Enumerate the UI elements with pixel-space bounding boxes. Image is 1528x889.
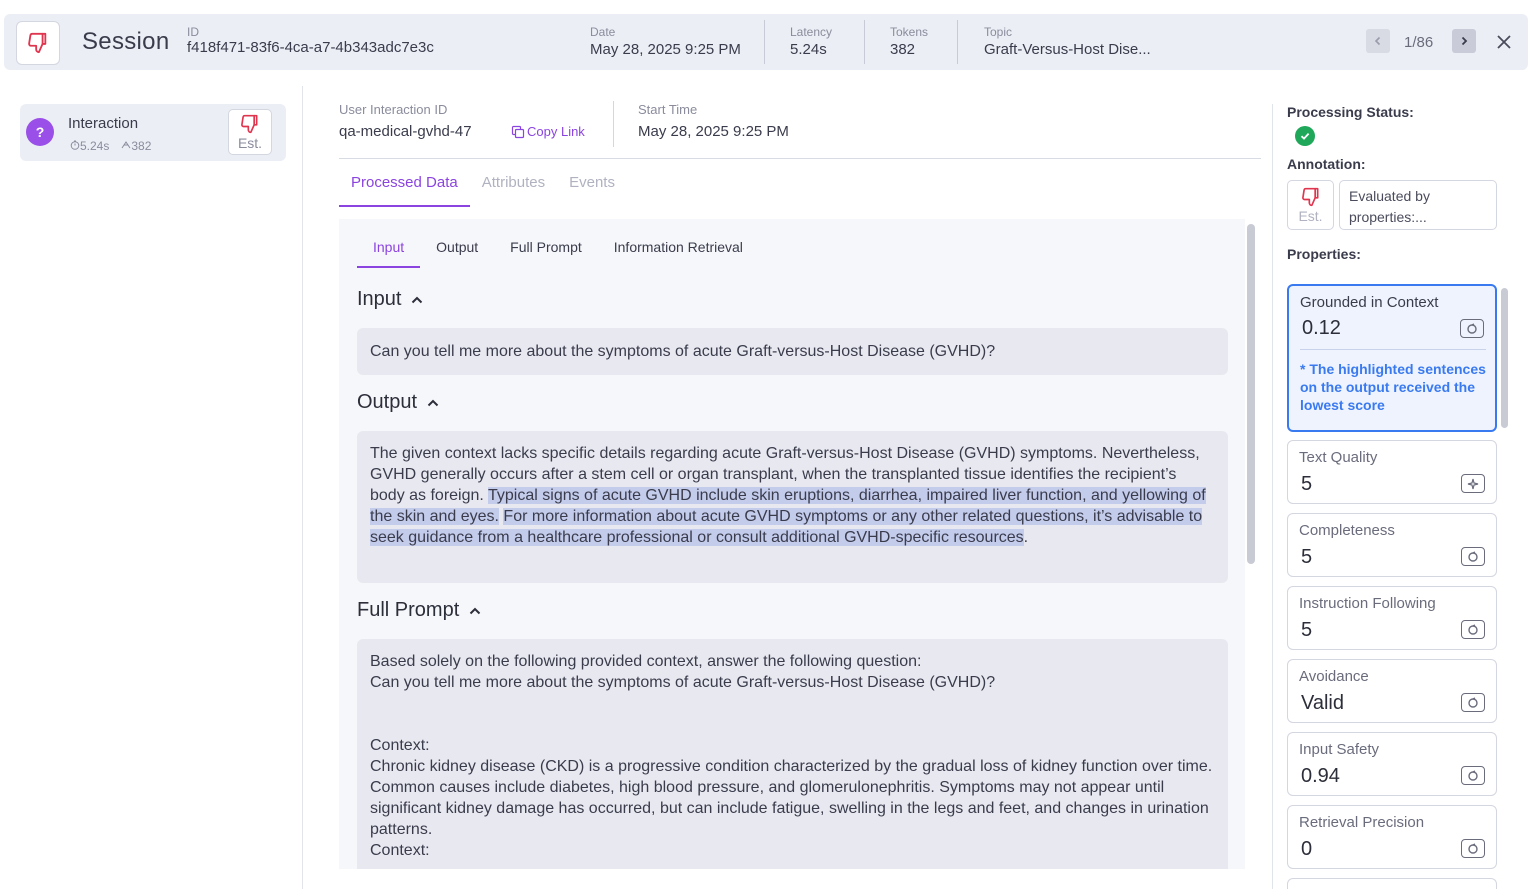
property-name: Input Safety	[1299, 741, 1380, 758]
topic-value: Graft-Versus-Host Dise...	[984, 41, 1151, 58]
header-divider	[764, 20, 765, 64]
refresh-icon	[1467, 697, 1479, 709]
copy-icon	[511, 125, 525, 139]
subtab-input[interactable]: Input	[357, 219, 420, 268]
output-text-card: The given context lacks specific details regarding acute Graft-versus-Host Disease (GVHD) symptoms. Nevertheless, GVHD generally occurs after a stem cell or organ transplant, when the transplanted tissue identifies the recipient’s body as foreign. Typical signs of acute GVHD include skin eruptions, diarrhea, impaired liver function, and yellowing of the skin and eyes. For more information about acute GVHD symptoms or any other related questions, it’s advisable to seek guidance from a healthcare professional or consult additional GVHD-specific resources.	[357, 431, 1228, 583]
prompt-line: Can you tell me more about the symptoms of acute Graft-versus-Host Disease (GVHD)?	[370, 674, 996, 691]
check-icon	[1299, 130, 1311, 142]
property-info-icon[interactable]	[1461, 620, 1485, 639]
processing-status-check-icon	[1295, 126, 1315, 146]
highlighted-sentence: For more information about acute GVHD symptoms or any other related questions, it’s advisable to seek guidance from a healthcare professional or consult additional GVHD-specific resources	[370, 508, 1203, 546]
prompt-line: Based solely on the following provided context, answer the following question:	[370, 653, 922, 670]
chevron-up-icon	[427, 399, 439, 407]
data-subtabs	[357, 219, 759, 268]
property-card-partial	[1287, 878, 1497, 889]
date-value: May 28, 2025 9:25 PM	[590, 41, 741, 58]
right-divider	[1272, 104, 1273, 889]
refresh-icon	[1466, 323, 1478, 335]
property-value: 5	[1301, 546, 1313, 568]
property-card-grounded-in-context[interactable]	[1287, 284, 1497, 432]
topic-label: Topic	[984, 25, 1013, 39]
tokens-value: 382	[890, 41, 916, 58]
property-card-retrieval-precision[interactable]	[1287, 805, 1497, 869]
close-button[interactable]	[1493, 31, 1515, 53]
est-label: Est.	[237, 134, 263, 151]
header-divider	[957, 20, 958, 64]
context-label: Context:	[370, 737, 430, 754]
property-info-icon[interactable]	[1461, 839, 1485, 858]
session-tokens	[890, 25, 928, 58]
interaction-annotation-badge[interactable]	[228, 109, 272, 155]
thumbs-down-icon	[27, 32, 49, 54]
main-divider	[613, 101, 614, 147]
tab-attributes[interactable]: Attributes	[481, 174, 546, 191]
tab-processed-data[interactable]: Processed Data	[339, 166, 470, 207]
property-card-avoidance[interactable]	[1287, 659, 1497, 723]
interaction-latency: 5.24s	[70, 139, 109, 153]
session-title: Session	[82, 28, 170, 55]
copy-link-button[interactable]	[511, 124, 585, 139]
subtab-information-retrieval[interactable]: Information Retrieval	[613, 239, 743, 255]
output-heading: Output	[357, 391, 418, 413]
property-card-text-quality[interactable]	[1287, 440, 1497, 504]
full-prompt-heading: Full Prompt	[357, 599, 460, 621]
subtab-full-prompt[interactable]: Full Prompt	[510, 239, 582, 255]
session-latency	[790, 25, 832, 58]
interaction-meta	[70, 139, 151, 153]
property-value: 5	[1301, 619, 1313, 641]
property-name: Completeness	[1299, 522, 1395, 539]
tokens-label: Tokens	[890, 25, 929, 39]
thumbs-down-icon	[240, 114, 260, 134]
property-card-input-safety[interactable]	[1287, 732, 1497, 796]
session-id	[187, 25, 434, 56]
tokens-icon	[121, 140, 131, 150]
content-scrollbar[interactable]	[1247, 224, 1255, 564]
property-info-icon[interactable]	[1461, 474, 1485, 493]
property-value: 0	[1301, 838, 1313, 860]
output-text: The given context lacks specific details regarding acute Graft-versus-Host Disease (GVHD) symptoms. Nevertheless, GVHD generally occurs after a stem cell or organ transplant, when the transplanted tissue identifies the recipient’s body as foreign.	[370, 445, 1200, 504]
annotation-reason[interactable]: Evaluated by properties:...	[1339, 180, 1497, 230]
refresh-icon	[1467, 551, 1479, 563]
user-interaction-id-value: qa-medical-gvhd-47	[339, 123, 472, 140]
property-value: Valid	[1301, 692, 1344, 714]
session-header	[4, 14, 1528, 70]
thumbs-down-annotation-button[interactable]	[16, 21, 60, 65]
copy-link-label: Copy Link	[527, 124, 585, 139]
subtab-output[interactable]: Output	[436, 239, 479, 255]
property-name: Avoidance	[1299, 668, 1369, 685]
property-name: Grounded in Context	[1300, 294, 1439, 311]
properties-label: Properties:	[1287, 246, 1361, 262]
left-divider	[302, 86, 303, 889]
property-card-completeness[interactable]	[1287, 513, 1497, 577]
session-id-label: ID	[187, 25, 199, 39]
question-icon: ?	[26, 118, 54, 146]
latency-label: Latency	[790, 25, 833, 39]
session-topic	[984, 25, 1151, 58]
properties-scrollbar[interactable]	[1501, 288, 1508, 428]
input-heading: Input	[357, 288, 402, 310]
chevron-up-icon	[411, 296, 423, 304]
property-name: Text Quality	[1299, 449, 1378, 466]
main-tabs	[339, 166, 627, 207]
est-label: Est.	[1298, 207, 1323, 224]
sparkle-icon	[1467, 478, 1479, 490]
chevron-right-icon	[1458, 35, 1470, 47]
output-section-header[interactable]	[357, 391, 439, 414]
session-pager: 1/86	[1404, 34, 1434, 51]
property-name: Retrieval Precision	[1299, 814, 1425, 831]
timer-icon	[70, 140, 80, 150]
property-value: 0.94	[1301, 765, 1340, 787]
session-date	[590, 25, 741, 58]
refresh-icon	[1467, 770, 1479, 782]
property-value: 5	[1301, 473, 1313, 495]
full-prompt-text-card	[357, 639, 1228, 869]
interaction-list-item[interactable]	[20, 104, 286, 161]
property-info-icon[interactable]	[1460, 319, 1484, 338]
next-session-button[interactable]	[1452, 29, 1476, 53]
start-time-label: Start Time	[638, 102, 698, 117]
thumbs-down-icon	[1301, 187, 1321, 207]
close-icon	[1496, 34, 1512, 50]
chevron-left-icon	[1372, 35, 1384, 47]
property-note: * The highlighted sentences on the output received the lowest score	[1300, 361, 1486, 413]
interaction-title: Interaction	[68, 115, 139, 132]
start-time-value: May 28, 2025 9:25 PM	[638, 123, 789, 140]
annotation-label: Annotation:	[1287, 156, 1366, 172]
interaction-tokens: 382	[121, 139, 151, 153]
property-divider	[1300, 349, 1486, 350]
processed-data-panel	[339, 219, 1245, 869]
property-info-icon[interactable]	[1461, 547, 1485, 566]
property-value: 0.12	[1302, 317, 1341, 339]
previous-session-button[interactable]	[1366, 29, 1390, 53]
main-divider-line	[339, 158, 1261, 159]
refresh-icon	[1467, 843, 1479, 855]
context-label: Context:	[370, 842, 430, 859]
user-interaction-id-label: User Interaction ID	[339, 102, 448, 117]
input-text-card: Can you tell me more about the symptoms of acute Graft-versus-Host Disease (GVHD)?	[357, 328, 1228, 375]
input-section-header[interactable]	[357, 288, 423, 311]
property-info-icon[interactable]	[1461, 693, 1485, 712]
context-text: Chronic kidney disease (CKD) is a progressive condition characterized by the gradual loss of kidney function over time. Common causes include diabetes, high blood pressure, and glomerulonephritis. Symptoms may not appear until significant kidney damage has occurred, but can include fatigue, swelling in the legs and feet, and changes in urination patterns.	[370, 758, 1213, 838]
annotation-thumbs-down-button[interactable]	[1287, 180, 1334, 230]
chevron-up-icon	[469, 607, 481, 615]
property-name: Instruction Following	[1299, 595, 1436, 612]
property-card-instruction-following[interactable]	[1287, 586, 1497, 650]
date-label: Date	[590, 25, 616, 39]
header-divider	[864, 20, 865, 64]
session-id-value[interactable]: f418f471-83f6-4ca-a7-4b343adc7e3c	[187, 39, 434, 56]
latency-value: 5.24s	[790, 41, 827, 58]
full-prompt-section-header[interactable]	[357, 599, 481, 622]
property-info-icon[interactable]	[1461, 766, 1485, 785]
highlighted-sentence: Typical signs of acute GVHD include skin eruptions, diarrhea, impaired liver function, and yellowing of the skin and eyes.	[370, 487, 1206, 525]
tab-events[interactable]: Events	[569, 174, 615, 191]
refresh-icon	[1467, 624, 1479, 636]
processing-status-label: Processing Status:	[1287, 104, 1414, 120]
